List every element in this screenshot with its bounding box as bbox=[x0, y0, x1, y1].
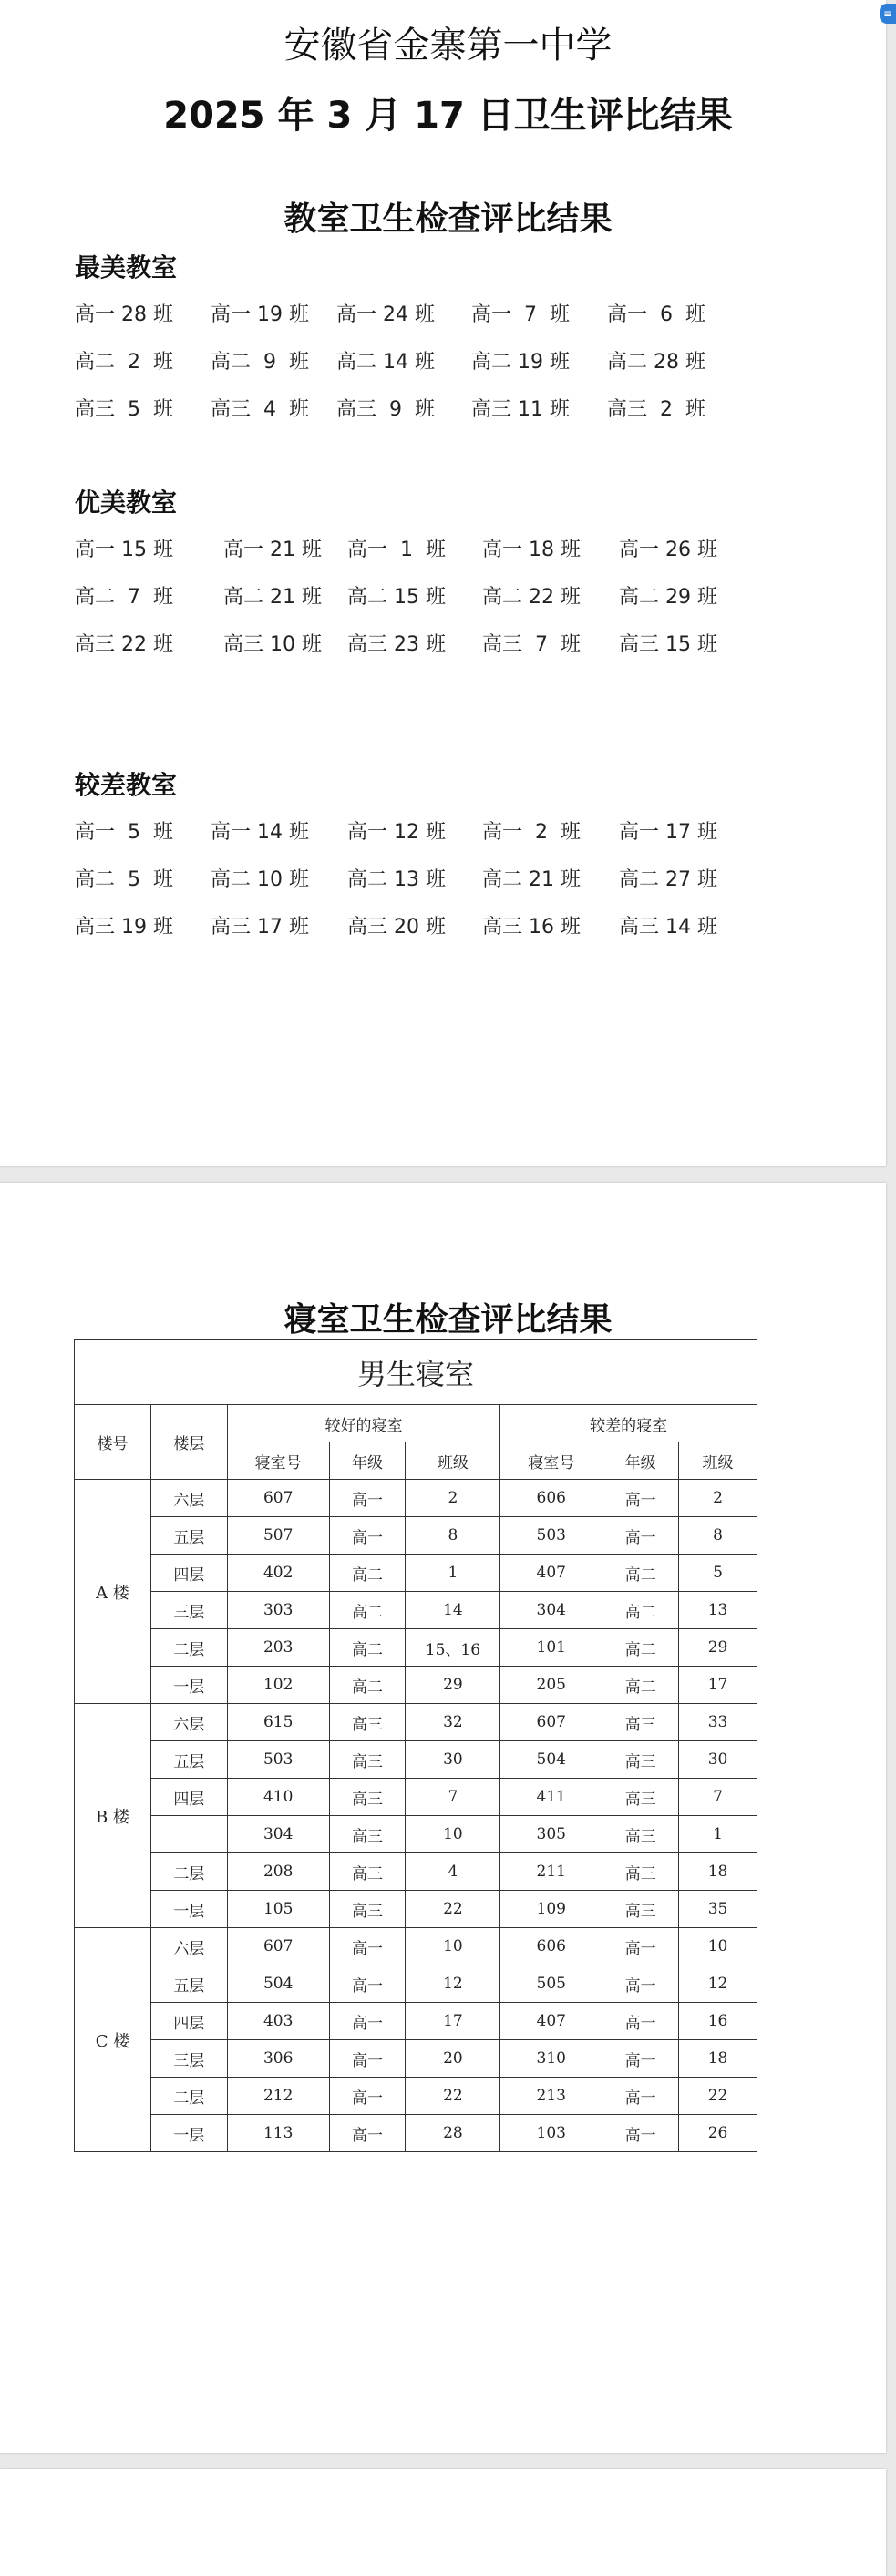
table-row bbox=[75, 1517, 757, 1555]
g-class-cell: 12 bbox=[406, 1965, 500, 2003]
floor-cell: 一层 bbox=[150, 1891, 227, 1928]
p-room-cell: 211 bbox=[500, 1853, 602, 1891]
g-room-cell: 306 bbox=[227, 2040, 329, 2078]
table-row bbox=[75, 1480, 757, 1517]
poor-class-entry: 高二 10 班 bbox=[211, 868, 309, 891]
p-class-cell: 18 bbox=[679, 2040, 757, 2078]
g-room-cell: 504 bbox=[227, 1965, 329, 2003]
g-grade-cell: 高三 bbox=[329, 1741, 406, 1779]
col-building-header: 楼号 bbox=[75, 1405, 151, 1480]
poor-class-entry: 高二 27 班 bbox=[619, 868, 717, 891]
g-room-cell: 607 bbox=[227, 1928, 329, 1965]
best-class-entry: 高二 28 班 bbox=[607, 351, 705, 374]
best-class-entry: 高一 24 班 bbox=[336, 303, 435, 326]
good-grade-header: 年级 bbox=[329, 1442, 406, 1480]
p-class-cell: 26 bbox=[679, 2115, 757, 2152]
g-class-cell: 10 bbox=[406, 1928, 500, 1965]
best-class-entry: 高一 19 班 bbox=[211, 303, 309, 326]
classroom-section-title: 教室卫生检查评比结果 bbox=[283, 200, 613, 238]
p-grade-cell: 高一 bbox=[602, 1965, 679, 2003]
excellent-class-entry: 高三 22 班 bbox=[75, 633, 173, 656]
table-row bbox=[75, 1965, 757, 2003]
g-class-cell: 22 bbox=[406, 2078, 500, 2115]
floor-cell: 一层 bbox=[150, 1667, 227, 1704]
p-room-cell: 305 bbox=[500, 1816, 602, 1853]
g-class-cell: 17 bbox=[406, 2003, 500, 2040]
g-grade-cell: 高一 bbox=[329, 2115, 406, 2152]
poor-class-header: 班级 bbox=[679, 1442, 757, 1480]
p-grade-cell: 高一 bbox=[602, 2040, 679, 2078]
p-grade-cell: 高三 bbox=[602, 1816, 679, 1853]
good-dorm-group-header: 较好的寝室 bbox=[227, 1405, 500, 1442]
p-class-cell: 22 bbox=[679, 2078, 757, 2115]
table-row bbox=[75, 1592, 757, 1629]
document-page-3 bbox=[0, 2469, 886, 2576]
p-grade-cell: 高三 bbox=[602, 1853, 679, 1891]
g-class-cell: 30 bbox=[406, 1741, 500, 1779]
p-room-cell: 304 bbox=[500, 1592, 602, 1629]
p-room-cell: 607 bbox=[500, 1704, 602, 1741]
g-room-cell: 113 bbox=[227, 2115, 329, 2152]
g-class-cell: 29 bbox=[406, 1667, 500, 1704]
floor-cell: 四层 bbox=[150, 2003, 227, 2040]
p-room-cell: 205 bbox=[500, 1667, 602, 1704]
g-room-cell: 304 bbox=[227, 1816, 329, 1853]
best-class-entry: 高三 4 班 bbox=[211, 398, 309, 421]
g-grade-cell: 高一 bbox=[329, 1480, 406, 1517]
g-room-cell: 208 bbox=[227, 1853, 329, 1891]
dorm-section-title: 寝室卫生检查评比结果 bbox=[283, 1301, 613, 1339]
floor-cell bbox=[150, 1816, 227, 1853]
g-room-cell: 402 bbox=[227, 1555, 329, 1592]
p-grade-cell: 高二 bbox=[602, 1592, 679, 1629]
p-grade-cell: 高一 bbox=[602, 1928, 679, 1965]
table-row bbox=[75, 2040, 757, 2078]
p-class-cell: 30 bbox=[679, 1741, 757, 1779]
g-room-cell: 203 bbox=[227, 1629, 329, 1667]
table-row bbox=[75, 1667, 757, 1704]
poor-grade-header: 年级 bbox=[602, 1442, 679, 1480]
excellent-class-entry: 高二 22 班 bbox=[482, 586, 581, 609]
p-room-cell: 101 bbox=[500, 1629, 602, 1667]
dorm-table-body bbox=[75, 1480, 757, 2152]
page-title: 2025 年 3 月 17 日卫生评比结果 bbox=[163, 95, 733, 137]
excellent-class-entry: 高二 7 班 bbox=[75, 586, 173, 609]
best-class-entry: 高二 9 班 bbox=[211, 351, 309, 374]
floor-cell: 二层 bbox=[150, 1629, 227, 1667]
g-room-cell: 410 bbox=[227, 1779, 329, 1816]
g-room-cell: 102 bbox=[227, 1667, 329, 1704]
floor-cell: 三层 bbox=[150, 2040, 227, 2078]
g-grade-cell: 高一 bbox=[329, 2003, 406, 2040]
poor-class-entry: 高一 14 班 bbox=[211, 821, 309, 844]
p-room-cell: 310 bbox=[500, 2040, 602, 2078]
building-name: B 楼 bbox=[75, 1704, 151, 1928]
g-class-cell: 10 bbox=[406, 1816, 500, 1853]
best-class-entry: 高一 7 班 bbox=[471, 303, 570, 326]
g-grade-cell: 高三 bbox=[329, 1853, 406, 1891]
floor-cell: 四层 bbox=[150, 1555, 227, 1592]
p-class-cell: 35 bbox=[679, 1891, 757, 1928]
p-room-cell: 606 bbox=[500, 1928, 602, 1965]
poor-class-entry: 高一 5 班 bbox=[75, 821, 173, 844]
table-row bbox=[75, 1928, 757, 1965]
floor-cell: 六层 bbox=[150, 1928, 227, 1965]
p-grade-cell: 高三 bbox=[602, 1704, 679, 1741]
floor-cell: 四层 bbox=[150, 1779, 227, 1816]
best-class-entry: 高一 6 班 bbox=[607, 303, 705, 326]
poor-class-entry: 高三 16 班 bbox=[482, 916, 581, 939]
excellent-class-entry: 高二 15 班 bbox=[347, 586, 446, 609]
p-grade-cell: 高三 bbox=[602, 1779, 679, 1816]
building-name: C 楼 bbox=[75, 1928, 151, 2152]
poor-class-entry: 高二 5 班 bbox=[75, 868, 173, 891]
p-room-cell: 606 bbox=[500, 1480, 602, 1517]
best-class-entry: 高二 14 班 bbox=[336, 351, 435, 374]
dorm-table bbox=[74, 1339, 757, 2152]
g-grade-cell: 高一 bbox=[329, 1965, 406, 2003]
p-class-cell: 13 bbox=[679, 1592, 757, 1629]
poor-room-header: 寝室号 bbox=[500, 1442, 602, 1480]
p-grade-cell: 高一 bbox=[602, 2078, 679, 2115]
best-class-entry: 高二 2 班 bbox=[75, 351, 173, 374]
p-class-cell: 1 bbox=[679, 1816, 757, 1853]
p-room-cell: 109 bbox=[500, 1891, 602, 1928]
table-row bbox=[75, 1853, 757, 1891]
p-class-cell: 17 bbox=[679, 1667, 757, 1704]
poor-class-entry: 高三 14 班 bbox=[619, 916, 717, 939]
g-room-cell: 503 bbox=[227, 1741, 329, 1779]
p-grade-cell: 高三 bbox=[602, 1741, 679, 1779]
poor-class-entry: 高一 2 班 bbox=[482, 821, 581, 844]
p-room-cell: 411 bbox=[500, 1779, 602, 1816]
g-grade-cell: 高三 bbox=[329, 1816, 406, 1853]
p-room-cell: 103 bbox=[500, 2115, 602, 2152]
g-grade-cell: 高一 bbox=[329, 1928, 406, 1965]
p-class-cell: 10 bbox=[679, 1928, 757, 1965]
poor-class-entry: 高一 12 班 bbox=[347, 821, 446, 844]
floor-cell: 六层 bbox=[150, 1704, 227, 1741]
p-class-cell: 8 bbox=[679, 1517, 757, 1555]
p-room-cell: 407 bbox=[500, 1555, 602, 1592]
g-grade-cell: 高一 bbox=[329, 1517, 406, 1555]
floor-cell: 三层 bbox=[150, 1592, 227, 1629]
g-class-cell: 2 bbox=[406, 1480, 500, 1517]
good-room-header: 寝室号 bbox=[227, 1442, 329, 1480]
table-row bbox=[75, 1779, 757, 1816]
g-class-cell: 32 bbox=[406, 1704, 500, 1741]
p-grade-cell: 高一 bbox=[602, 2115, 679, 2152]
p-class-cell: 7 bbox=[679, 1779, 757, 1816]
floor-cell: 六层 bbox=[150, 1480, 227, 1517]
table-row bbox=[75, 1629, 757, 1667]
poor-class-entry: 高二 21 班 bbox=[482, 868, 581, 891]
p-room-cell: 505 bbox=[500, 1965, 602, 2003]
g-class-cell: 20 bbox=[406, 2040, 500, 2078]
poor-class-entry: 高二 13 班 bbox=[347, 868, 446, 891]
g-grade-cell: 高二 bbox=[329, 1555, 406, 1592]
g-class-cell: 15、16 bbox=[406, 1629, 500, 1667]
g-room-cell: 507 bbox=[227, 1517, 329, 1555]
floor-cell: 五层 bbox=[150, 1965, 227, 2003]
best-class-entry: 高一 28 班 bbox=[75, 303, 173, 326]
g-grade-cell: 高一 bbox=[329, 2040, 406, 2078]
floor-cell: 五层 bbox=[150, 1517, 227, 1555]
excellent-class-entry: 高三 23 班 bbox=[347, 633, 446, 656]
p-grade-cell: 高一 bbox=[602, 1480, 679, 1517]
building-name: A 楼 bbox=[75, 1480, 151, 1704]
excellent-class-entry: 高三 15 班 bbox=[619, 633, 717, 656]
table-row bbox=[75, 1555, 757, 1592]
g-room-cell: 615 bbox=[227, 1704, 329, 1741]
table-row bbox=[75, 1891, 757, 1928]
p-grade-cell: 高一 bbox=[602, 1517, 679, 1555]
side-panel-toggle-icon[interactable]: ≡ bbox=[880, 4, 896, 24]
floor-cell: 五层 bbox=[150, 1741, 227, 1779]
p-room-cell: 504 bbox=[500, 1741, 602, 1779]
floor-cell: 一层 bbox=[150, 2115, 227, 2152]
excellent-class-entry: 高一 1 班 bbox=[347, 539, 446, 561]
g-room-cell: 303 bbox=[227, 1592, 329, 1629]
g-grade-cell: 高二 bbox=[329, 1592, 406, 1629]
excellent-class-entry: 高一 26 班 bbox=[619, 539, 717, 561]
p-class-cell: 33 bbox=[679, 1704, 757, 1741]
p-grade-cell: 高二 bbox=[602, 1555, 679, 1592]
g-class-cell: 4 bbox=[406, 1853, 500, 1891]
best-class-entry: 高二 19 班 bbox=[471, 351, 570, 374]
best-class-entry: 高三 11 班 bbox=[471, 398, 570, 421]
g-room-cell: 403 bbox=[227, 2003, 329, 2040]
excellent-classroom-heading: 优美教室 bbox=[75, 487, 178, 518]
g-class-cell: 1 bbox=[406, 1555, 500, 1592]
g-class-cell: 14 bbox=[406, 1592, 500, 1629]
g-room-cell: 212 bbox=[227, 2078, 329, 2115]
excellent-class-entry: 高三 10 班 bbox=[223, 633, 322, 656]
p-class-cell: 16 bbox=[679, 2003, 757, 2040]
g-class-cell: 7 bbox=[406, 1779, 500, 1816]
g-grade-cell: 高一 bbox=[329, 2078, 406, 2115]
g-class-cell: 28 bbox=[406, 2115, 500, 2152]
p-room-cell: 503 bbox=[500, 1517, 602, 1555]
g-class-cell: 22 bbox=[406, 1891, 500, 1928]
g-room-cell: 105 bbox=[227, 1891, 329, 1928]
g-grade-cell: 高二 bbox=[329, 1629, 406, 1667]
poor-class-entry: 高三 20 班 bbox=[347, 916, 446, 939]
p-grade-cell: 高二 bbox=[602, 1667, 679, 1704]
p-class-cell: 12 bbox=[679, 1965, 757, 2003]
excellent-class-entry: 高二 29 班 bbox=[619, 586, 717, 609]
p-room-cell: 407 bbox=[500, 2003, 602, 2040]
table-row bbox=[75, 2003, 757, 2040]
best-classroom-heading: 最美教室 bbox=[75, 252, 178, 282]
best-class-entry: 高三 9 班 bbox=[336, 398, 435, 421]
best-class-entry: 高三 5 班 bbox=[75, 398, 173, 421]
excellent-class-entry: 高二 21 班 bbox=[223, 586, 322, 609]
g-room-cell: 607 bbox=[227, 1480, 329, 1517]
poor-class-entry: 高三 17 班 bbox=[211, 916, 309, 939]
poor-dorm-group-header: 较差的寝室 bbox=[500, 1405, 757, 1442]
poor-class-entry: 高一 17 班 bbox=[619, 821, 717, 844]
floor-cell: 二层 bbox=[150, 1853, 227, 1891]
g-grade-cell: 高二 bbox=[329, 1667, 406, 1704]
best-class-entry: 高三 2 班 bbox=[607, 398, 705, 421]
table-row bbox=[75, 1741, 757, 1779]
poor-classroom-heading: 较差教室 bbox=[75, 770, 178, 800]
g-class-cell: 8 bbox=[406, 1517, 500, 1555]
table-row bbox=[75, 2115, 757, 2152]
p-class-cell: 2 bbox=[679, 1480, 757, 1517]
good-class-header: 班级 bbox=[406, 1442, 500, 1480]
col-floor-header: 楼层 bbox=[150, 1405, 227, 1480]
g-grade-cell: 高三 bbox=[329, 1891, 406, 1928]
p-room-cell: 213 bbox=[500, 2078, 602, 2115]
dorm-table-caption: 男生寝室 bbox=[75, 1340, 757, 1405]
p-class-cell: 18 bbox=[679, 1853, 757, 1891]
p-class-cell: 5 bbox=[679, 1555, 757, 1592]
poor-class-entry: 高三 19 班 bbox=[75, 916, 173, 939]
p-class-cell: 29 bbox=[679, 1629, 757, 1667]
g-grade-cell: 高三 bbox=[329, 1704, 406, 1741]
p-grade-cell: 高一 bbox=[602, 2003, 679, 2040]
excellent-class-entry: 高三 7 班 bbox=[482, 633, 581, 656]
g-grade-cell: 高三 bbox=[329, 1779, 406, 1816]
excellent-class-entry: 高一 18 班 bbox=[482, 539, 581, 561]
school-name: 安徽省金寨第一中学 bbox=[283, 25, 613, 67]
p-grade-cell: 高三 bbox=[602, 1891, 679, 1928]
excellent-class-entry: 高一 21 班 bbox=[223, 539, 322, 561]
excellent-class-entry: 高一 15 班 bbox=[75, 539, 173, 561]
table-row bbox=[75, 1704, 757, 1741]
floor-cell: 二层 bbox=[150, 2078, 227, 2115]
p-grade-cell: 高二 bbox=[602, 1629, 679, 1667]
table-row bbox=[75, 2078, 757, 2115]
table-row bbox=[75, 1816, 757, 1853]
